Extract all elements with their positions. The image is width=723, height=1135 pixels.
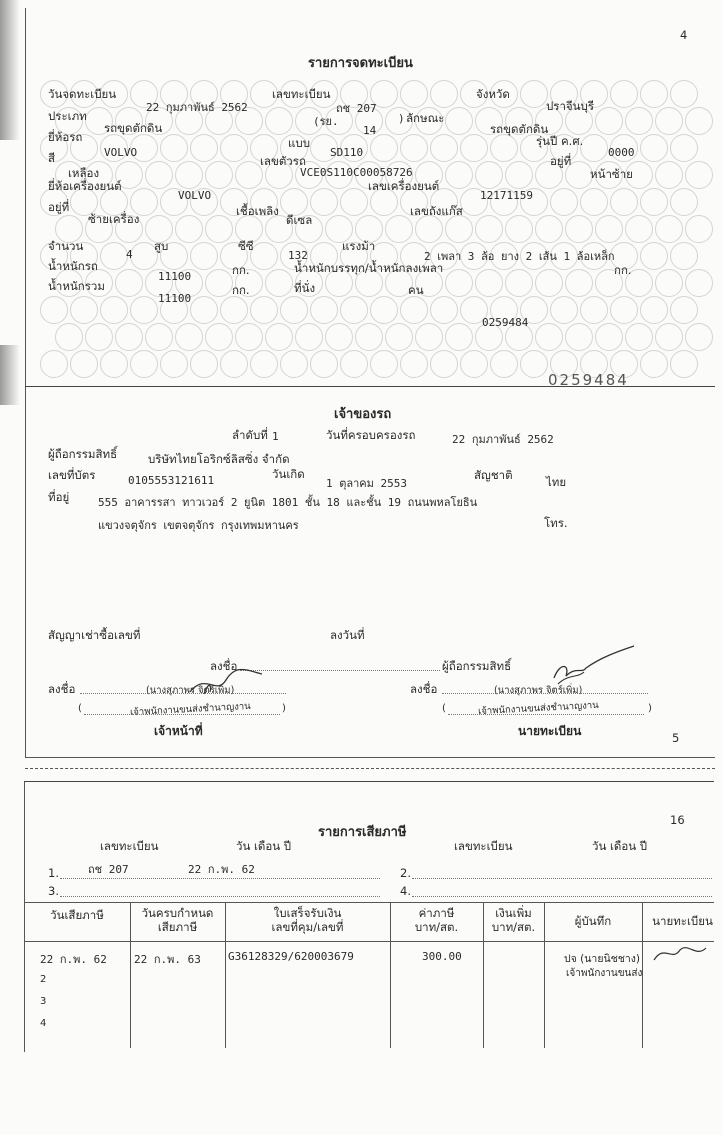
watermark-circle (70, 350, 98, 378)
scan-shadow (0, 0, 20, 140)
contract-date-label: ลงวันที่ (330, 628, 365, 642)
character-value-right: รถขุดตักดิน (490, 122, 549, 136)
year-value: 0000 (608, 146, 635, 159)
watermark-circle (175, 161, 203, 189)
watermark-circle (520, 350, 548, 378)
holder-value: บริษัทไทยโอริกซ์ลิสซิ่ง จำกัด (148, 452, 290, 466)
holder-sign-label: ผู้ถือกรรมสิทธิ์ (442, 659, 512, 673)
watermark-circle (160, 350, 188, 378)
color-label: สี (48, 151, 56, 165)
tax-col-date: วัน เดือน ปี (236, 839, 292, 853)
total-weight-value: 11100 (158, 292, 192, 305)
watermark-circle (340, 188, 368, 216)
load-unit: กก. (614, 263, 632, 277)
tax-dotted-line (412, 896, 712, 897)
right-sign-label: ลงชื่อ (410, 682, 438, 696)
watermark-circle (190, 296, 218, 324)
watermark-circle (175, 215, 203, 243)
tax-row-2-no: 2. (400, 866, 411, 880)
watermark-circle (505, 161, 533, 189)
tax-header-tax: ค่าภาษี บาท/สต. (414, 906, 459, 934)
id-value: 0105553121611 (128, 474, 215, 487)
watermark-circle (685, 107, 713, 135)
gas-tank-label: เลขถังแก๊ส (410, 204, 463, 218)
watermark-circle (565, 215, 593, 243)
watermark-circle (640, 80, 668, 108)
watermark-circle (640, 350, 668, 378)
tax-table-top (24, 902, 714, 903)
watermark-circle (355, 323, 383, 351)
watermark-circle (100, 242, 128, 270)
watermark-circle (580, 134, 608, 162)
watermark-circle (670, 80, 698, 108)
watermark-circle (655, 215, 683, 243)
watermark-circle (205, 323, 233, 351)
watermark-circle (100, 350, 128, 378)
watermark-circle (400, 350, 428, 378)
watermark-circle (520, 80, 548, 108)
tax-header-pay-date: วันเสียภาษี (50, 908, 104, 922)
total-weight-unit: กก. (232, 283, 250, 297)
watermark-circle (130, 296, 158, 324)
serial-number: 0259484 (482, 316, 529, 329)
tax-row-number: 4 (40, 1018, 47, 1029)
watermark-circle (280, 296, 308, 324)
tax-row-number: 2 (40, 974, 47, 985)
watermark-circle (250, 296, 278, 324)
engine-no-label: เลขเครื่องยนต์ (368, 179, 440, 193)
watermark-circle (265, 269, 293, 297)
tax-row-number: 3 (40, 996, 47, 1007)
reg-date-label: วันจดทะเบียน (48, 87, 117, 101)
model-label: แบบ (288, 136, 311, 150)
birth-value: 1 ตุลาคม 2553 (326, 477, 408, 490)
character-label: ลักษณะ (406, 111, 445, 125)
watermark-circle (295, 323, 323, 351)
reg-no-label: เลขทะเบียน (272, 87, 331, 101)
weight-label: น้ำหนักรถ (48, 259, 98, 273)
color-value: เหลือง (68, 166, 100, 180)
watermark-circle (385, 323, 413, 351)
registrar-title: นายทะเบียน (518, 724, 582, 738)
tax-col-reg-no: เลขทะเบียน (100, 839, 159, 853)
watermark-circle (580, 188, 608, 216)
watermark-circle (610, 296, 638, 324)
tax-header-receipt: ใบเสร็จรับเงิน เลขที่คุม/เลขที่ (271, 906, 344, 934)
seats-label: ที่นั่ง (294, 281, 316, 295)
watermark-circle (625, 107, 653, 135)
right-signer-name: (นางสุภาพร จิตร์เพิ่ม) (494, 685, 583, 696)
watermark-circle (250, 350, 278, 378)
contract-label: สัญญาเช่าซื้อเลขที่ (48, 628, 141, 642)
location-value: หน้าซ้าย (590, 167, 633, 181)
left-signer-role: เจ้าพนักงานขนส่งชำนาญงาน (129, 700, 251, 719)
engine-loc-value: ซ้ายเครื่อง (88, 212, 140, 226)
id-label: เลขที่บัตร (48, 468, 96, 482)
watermark-circle (685, 323, 713, 351)
tax-row-receipt: G36128329/620003679 (228, 950, 354, 963)
handwritten-signature (548, 644, 638, 686)
watermark-circle (595, 107, 623, 135)
hp-label: แรงม้า (342, 239, 376, 253)
tax-row-recorder: ปจ (นายนิชชาง) (564, 953, 641, 965)
watermark-circle (205, 215, 233, 243)
year-label: รุ่นปี ค.ศ. (536, 134, 584, 148)
engine-no-value: 12171159 (480, 189, 533, 202)
engine-loc-label: อยู่ที่ (48, 200, 70, 214)
location-label: อยู่ที่ (550, 154, 572, 168)
watermark-circle (670, 296, 698, 324)
watermark-circle (430, 350, 458, 378)
owner-title: เจ้าของรถ (334, 407, 392, 422)
weight-value: 11100 (158, 270, 192, 283)
watermark-circle (640, 242, 668, 270)
watermark-circle (235, 323, 263, 351)
watermark-circle (475, 161, 503, 189)
watermark-circle (550, 188, 578, 216)
right-role-line (448, 714, 644, 715)
watermark-circle (145, 161, 173, 189)
nationality-value: ไทย (546, 475, 567, 489)
watermark-circle (565, 269, 593, 297)
cylinders-label: จำนวน (48, 239, 84, 253)
watermark-circle (460, 350, 488, 378)
watermark-circle (370, 296, 398, 324)
tax-table-header-bottom (24, 941, 714, 942)
watermark-circle (670, 188, 698, 216)
watermark-circle (670, 350, 698, 378)
handwritten-signature (186, 668, 266, 698)
watermark-circle (220, 134, 248, 162)
province-value: ปราจีนบุรี (546, 99, 595, 113)
watermark-circle (40, 296, 68, 324)
tax-col-reg-no-2: เลขทะเบียน (454, 839, 513, 853)
watermark-circle (640, 134, 668, 162)
watermark-circle (505, 269, 533, 297)
possession-date: 22 กุมภาพันธ์ 2562 (452, 433, 554, 446)
watermark-circle (85, 323, 113, 351)
watermark-circle (220, 296, 248, 324)
watermark-circle (625, 323, 653, 351)
cylinders-value: 4 (126, 248, 133, 261)
address-line-2: แขวงจตุจักร เขตจตุจักร กรุงเทพมหานคร (98, 519, 299, 532)
tax-row-4-no: 4. (400, 884, 411, 898)
watermark-circle (565, 323, 593, 351)
watermark-circle (580, 296, 608, 324)
watermark-circle (460, 134, 488, 162)
right-signer-role: เจ้าพนักงานขนส่งชำนาญงาน (477, 699, 599, 718)
tax-dotted-line (412, 878, 712, 879)
watermark-circle (310, 296, 338, 324)
cylinders-unit: สูบ (154, 239, 169, 253)
watermark-circle (70, 296, 98, 324)
page-number-mid: 5 (672, 731, 680, 745)
page-number-bottom: 16 (670, 813, 685, 827)
chassis-label: เลขตัวรถ (260, 154, 306, 168)
watermark-circle (340, 350, 368, 378)
tax-row-1-date: 22 ก.พ. 62 (188, 863, 255, 876)
serial-stamp: 0259484 (548, 371, 629, 389)
address-label: ที่อยู่ (48, 490, 70, 504)
tax-header-due-date: วันครบกำหนด เสียภาษี (141, 906, 214, 934)
watermark-circle (400, 296, 428, 324)
watermark-circle (190, 242, 218, 270)
watermark-circle (655, 323, 683, 351)
fuel-label: เชื้อเพลิง (236, 204, 279, 218)
fuel-value: ดีเซล (286, 213, 313, 227)
watermark-circle (250, 242, 278, 270)
watermark-circle (640, 188, 668, 216)
watermark-circle (310, 188, 338, 216)
watermark-circle (445, 107, 473, 135)
watermark-circle (535, 215, 563, 243)
weight-unit: กก. (232, 263, 250, 277)
watermark-circle (325, 323, 353, 351)
watermark-circle (625, 215, 653, 243)
brand-label: ยี่ห้อรถ (48, 130, 83, 144)
watermark-circle (100, 296, 128, 324)
watermark-circle (595, 215, 623, 243)
possession-label: วันที่ครอบครองรถ (326, 428, 416, 442)
character-value: รถขุดตักดิน (104, 121, 163, 135)
watermark-circle (415, 323, 443, 351)
order-label: ลำดับที่ (232, 428, 268, 442)
watermark-circle (430, 134, 458, 162)
watermark-circle (370, 134, 398, 162)
type-code: (รย. (313, 115, 339, 128)
watermark-circle (370, 350, 398, 378)
watermark-circle (445, 323, 473, 351)
engine-brand-value: VOLVO (178, 189, 212, 202)
watermark-circle (220, 350, 248, 378)
watermark-circle (475, 215, 503, 243)
tax-col-date-2: วัน เดือน ปี (592, 839, 648, 853)
watermark-circle (445, 161, 473, 189)
order-value: 1 (272, 430, 279, 443)
left-role-line (84, 714, 280, 715)
birth-label: วันเกิด (272, 467, 305, 481)
watermark-circle (595, 323, 623, 351)
tax-dotted-line (60, 878, 380, 879)
sign-line-top (240, 670, 440, 671)
tax-title: รายการเสียภาษี (318, 825, 407, 840)
watermark-circle (265, 323, 293, 351)
page-divider (25, 768, 715, 769)
seats-unit: คน (408, 283, 424, 297)
registration-title: รายการจดทะเบียน (308, 56, 413, 71)
watermark-circle (40, 350, 68, 378)
type-number: 14 (363, 124, 377, 137)
tax-top-border (24, 781, 714, 782)
model-value: SD110 (330, 146, 364, 159)
province-label: จังหวัด (476, 87, 510, 101)
watermark-circle (55, 323, 83, 351)
watermark-circle (145, 323, 173, 351)
left-signer-name: (นางสุภาพร จิตร์เพิ่ม) (146, 685, 235, 696)
officer-title: เจ้าหน้าที่ (154, 724, 203, 738)
total-weight-label: น้ำหนักรวม (48, 279, 105, 293)
watermark-circle (610, 188, 638, 216)
tax-row-1-reg: ถช 207 (88, 863, 129, 876)
watermark-circle (685, 215, 713, 243)
phone-label: โทร. (544, 516, 568, 530)
watermark-circle (340, 296, 368, 324)
tax-header-recorder: ผู้บันทึก (574, 914, 612, 928)
hp-value: 132 (288, 249, 308, 262)
watermark-circle (310, 350, 338, 378)
engine-brand-label: ยี่ห้อเครื่องยนต์ (48, 179, 122, 193)
watermark-circle (535, 269, 563, 297)
section-divider (25, 386, 715, 387)
watermark-circle (205, 161, 233, 189)
watermark-circle (385, 215, 413, 243)
watermark-circle (535, 323, 563, 351)
tax-row-3-no: 3. (48, 884, 59, 898)
left-border (25, 8, 26, 758)
watermark-circle (685, 161, 713, 189)
registrar-signature (650, 940, 710, 966)
watermark-circle (610, 80, 638, 108)
watermark-circle (490, 350, 518, 378)
watermark-circle (265, 107, 293, 135)
page-number-top: 4 (680, 28, 688, 42)
watermark-circle (655, 269, 683, 297)
watermark-circle (190, 350, 218, 378)
page-divider (25, 757, 715, 758)
cc-label: ซีซี (238, 239, 254, 253)
tax-row-1-no: 1. (48, 866, 59, 880)
watermark-circle (430, 80, 458, 108)
sign-label-top: ลงชื่อ (210, 659, 238, 673)
tax-header-extra: เงินเพิ่ม บาท/สต. (491, 906, 536, 934)
tax-row-pay-date: 22 ก.พ. 62 (40, 953, 107, 966)
watermark-circle (430, 296, 458, 324)
axles-value: 2 เพลา 3 ล้อ ยาง 2 เส้น 1 ล้อเหล็ก (424, 250, 615, 263)
watermark-circle (655, 161, 683, 189)
load-label: น้ำหนักบรรทุก/น้ำหนักลงเพลา (294, 261, 444, 275)
tax-header-registrar: นายทะเบียน (652, 914, 713, 928)
watermark-circle (160, 134, 188, 162)
tax-dotted-line (60, 896, 380, 897)
watermark-circle (670, 242, 698, 270)
reg-date-value: 22 กุมภาพันธ์ 2562 (146, 101, 248, 114)
tax-row-amount: 300.00 (422, 950, 462, 963)
watermark-circle (400, 134, 428, 162)
watermark-circle (280, 350, 308, 378)
watermark-circle (670, 134, 698, 162)
watermark-circle (505, 215, 533, 243)
watermark-circle (115, 323, 143, 351)
watermark-circle (445, 269, 473, 297)
type-label: ประเภท (48, 109, 87, 123)
tax-row-due-date: 22 ก.พ. 63 (134, 953, 201, 966)
watermark-circle (235, 161, 263, 189)
chassis-value: VCE0S110C00058726 (300, 166, 413, 179)
holder-label: ผู้ถือกรรมสิทธิ์ (48, 447, 118, 461)
brand-value: VOLVO (104, 146, 138, 159)
reg-no-value: ถช 207 (336, 102, 377, 115)
tax-row-recorder-role: เจ้าพนักงานขนส่ง (566, 968, 643, 979)
watermark-circle (115, 269, 143, 297)
watermark-circle (190, 134, 218, 162)
watermark-circle (400, 80, 428, 108)
watermark-circle (130, 350, 158, 378)
watermark-circle (475, 269, 503, 297)
watermark-circle (175, 323, 203, 351)
watermark-circle (655, 107, 683, 135)
watermark-circle (685, 269, 713, 297)
watermark-circle (205, 269, 233, 297)
watermark-circle (550, 296, 578, 324)
address-line-1: 555 อาคารรสา ทาวเวอร์ 2 ยูนิต 1801 ชั้น 18 และชั้น 19 ถนนพหลโยธิน (98, 496, 478, 509)
type-close: ) (398, 112, 405, 125)
nationality-label: สัญชาติ (474, 468, 513, 482)
left-sign-label: ลงชื่อ (48, 682, 76, 696)
watermark-circle (640, 296, 668, 324)
scan-shadow (0, 345, 20, 405)
